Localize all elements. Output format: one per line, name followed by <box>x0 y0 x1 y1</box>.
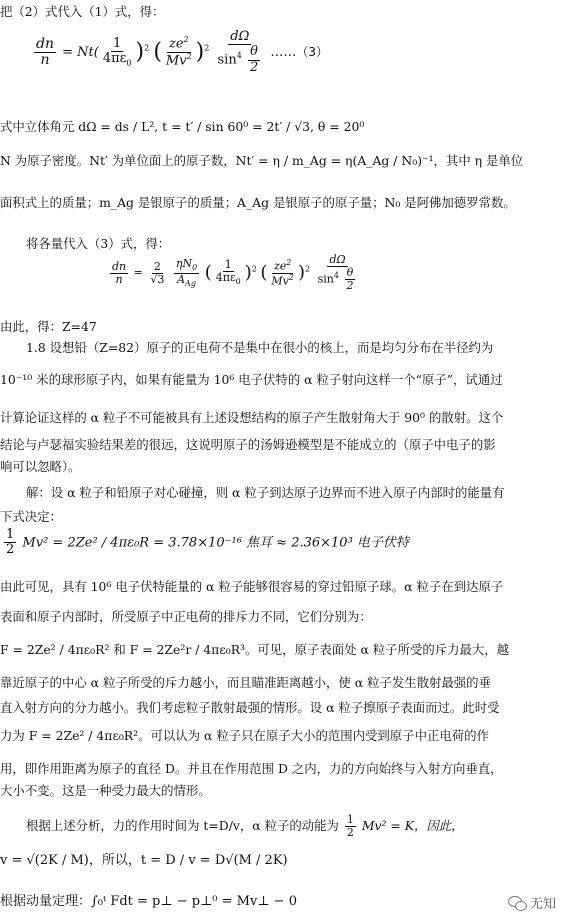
eq4-f2 <box>269 259 296 288</box>
eq4-f3-den-sup: 4 <box>333 271 339 281</box>
eq3-lhs-den: n <box>40 51 50 68</box>
eq4-lhs-num: dn <box>112 259 127 273</box>
eq4-f2-den-sup: 2 <box>288 272 294 282</box>
eq4-f2-num-sup: 2 <box>286 257 292 267</box>
text-line-4: 面积式上的质量；m_Ag 是银原子的质量；A_Ag 是银原子的原子量；N₀ 是阿佛加德罗常数。 <box>0 195 516 210</box>
eq3-theta-frac <box>248 45 260 75</box>
text-line-8: 10⁻¹⁰ 米的球形原子内，如果有能量为 10⁶ 电子伏特的 α 粒子射向这样一个“原子”，试通过 <box>0 372 503 387</box>
eq5-half-num: 1 <box>6 527 15 542</box>
text-line-22b: Mv² = K，因此， <box>361 818 464 834</box>
text-line-24: 根据动量定理：∫₀ᵗ Fdt = p⊥ − p⊥⁰ = Mv⊥ − 0 <box>0 894 297 909</box>
eq4-coef <box>148 261 166 286</box>
eq4-f3 <box>316 254 360 292</box>
text-line-12: 解：设 α 粒子和铅原子对心碰撞，则 α 粒子到达原子边界而不进入原子内部时的能量有 <box>26 485 505 500</box>
text-line-20: 用，即作用距离为原子的直径 D。并且在作用范围 D 之内，力的方向始终与入射方向垂直， <box>0 761 503 776</box>
text-line-3: N 为原子密度。Nt′ 为单位面上的原子数，Nt′ = η / m_Ag = η(A_Ag / N₀)⁻¹，其中 η 是单位 <box>0 153 524 168</box>
text-line-15: 表面和原子内部时，所受原子中正电荷的排斥力不同，它们分别为： <box>0 609 372 624</box>
watermark-text: 无知 <box>529 897 556 912</box>
text-line-19: 力为 F = 2Ze² / 4πε₀R²。可以认为 α 粒子只在原子大小的范围内受到原子中正电荷的作 <box>0 728 489 743</box>
text-line-23: v = √(2K / M)，所以，t = D / v = D√(M / 2K) <box>0 853 288 868</box>
eq4-eta-num-sub: 0 <box>192 262 198 272</box>
eq4-f1-sub: 0 <box>235 277 241 287</box>
text-line-17: 靠近原子的中心 α 粒子所受的斥力越小，而且瞄准距离越小，使 α 粒子发生散射最强的垂 <box>0 675 491 690</box>
text-line-18: 直入射方向的分力越小。我们考虑粒子散射最强的情形。设 α 粒子擦原子表面而过。此时受 <box>0 700 500 715</box>
eq3-f1-den: 4πε <box>102 50 127 66</box>
chat-bubble-icon <box>508 896 526 910</box>
eq4-coef-den: √3 <box>150 272 165 286</box>
eq3-f2-den: Mv <box>165 53 187 69</box>
text-line-2: 式中立体角元 dΩ = ds / L², t = t′ / sin 60⁰ = 2t′ / √3, θ = 20⁰ <box>0 119 365 134</box>
eq4-eta-den: A <box>177 272 186 286</box>
text-line-22a: 根据上述分析，力的作用时间为 t=D/v，α 粒子的动能为 <box>26 818 339 834</box>
eq4-f2-den: Mv <box>271 274 289 288</box>
eq3-nt: Nt( <box>77 44 99 60</box>
eq3-f3 <box>216 30 265 75</box>
eq3-equals: = <box>62 44 74 60</box>
eq4-f1-den: 4πε <box>215 271 236 285</box>
eq4-f1 <box>214 259 243 287</box>
eq3-dots: …… <box>270 44 297 60</box>
eq3-theta-num: θ <box>250 44 258 60</box>
eq5-half-den: 2 <box>6 542 15 558</box>
eq3-f3-den: sin <box>217 52 237 68</box>
text-line-22 <box>26 814 564 839</box>
eq3-lhs-num: dn <box>36 35 54 52</box>
eq3-f1-num: 1 <box>113 35 122 51</box>
eq3-f2-den-sup: 2 <box>186 51 192 61</box>
eq3-lhs <box>34 37 56 69</box>
eq3-f2-num: ze <box>168 36 184 52</box>
text-line-9: 计算论证这样的 α 粒子不可能被具有上述设想结构的原子产生散射角大于 90⁰ 的散射。这个 <box>0 410 504 425</box>
ke-half <box>345 814 356 839</box>
eq3-theta-den: 2 <box>249 59 259 75</box>
eq4-lhs <box>110 261 128 286</box>
eq5-rest: Mv² = 2Ze² / 4πε₀R = 3.78×10⁻¹⁶ 焦耳 ≈ 2.36×10³ 电子伏特 <box>22 535 409 551</box>
eq4-coef-num: 2 <box>153 259 161 273</box>
text-line-1: 把（2）式代入（1）式，得： <box>0 4 165 19</box>
eq3-f3-den-sup: 4 <box>236 51 242 61</box>
eq3-f3-num: dΩ <box>230 29 250 44</box>
text-line-14: 由此可见，具有 10⁶ 电子伏特能量的 α 粒子能够很容易的穿过铅原子球。α 粒子在到达原子 <box>0 579 504 594</box>
eq4-theta-frac <box>344 267 355 292</box>
text-line-6: 由此，得：Z=47 <box>0 319 97 334</box>
eq4-pow-b: 2 <box>305 264 311 274</box>
eq4-f1-num: 1 <box>224 258 232 272</box>
eq3-f1 <box>101 37 134 69</box>
watermark <box>508 893 556 912</box>
text-line-7: 1.8 设想铅（Z=82）原子的正电荷不是集中在很小的核上，而是均匀分布在半径约为 <box>26 340 494 355</box>
eq3-pow-a: 2 <box>144 43 150 53</box>
eq4-lhs-den: n <box>115 272 123 286</box>
eq4-f3-den: sin <box>317 272 334 286</box>
text-line-5: 将各量代入（3）式，得： <box>26 236 171 251</box>
eq4-eta-num: ηN <box>175 256 193 270</box>
eq4-f3-num: dΩ <box>329 253 346 266</box>
text-line-21: 大小不变。这是一种受力最大的情形。 <box>0 783 211 798</box>
ke-half-num: 1 <box>346 813 354 826</box>
eq3-tag: （3） <box>296 44 328 59</box>
eq5-half <box>4 528 16 558</box>
eq4-eta <box>174 258 199 289</box>
eq3-pow-b: 2 <box>204 43 210 53</box>
eq4-theta-num: θ <box>346 266 354 280</box>
eq4-equals: = <box>133 266 143 280</box>
eq4-pow-a: 2 <box>251 264 257 274</box>
equation-3: $\frac{dn}{n}$ = Nt( $\frac{1}{4\pi\varepsilon_0}$ )$^2$ ( $\frac{ze^2}{Mv^2}$ )$^2$ dΩ $\sin^4$ $\frac{\theta}{2}$ ……（3） <box>36 29 328 75</box>
text-line-11: 响可以忽略）。 <box>0 459 81 474</box>
eq4-eta-den-sub: Ag <box>185 278 196 288</box>
text-line-16: F = 2Ze² / 4πε₀R² 和 F = 2Ze²r / 4πε₀R³。可见，原子表面处 α 粒子所受的斥力最大，越 <box>0 642 510 657</box>
equation-4: $\frac{dn}{n}$ = $\frac{2}{√3}$ $\frac{\eta N_0}{A_{Ag}}$ ( $\frac{1}{4\pi\varepsilon_0}$ )$^2$ ( $\frac{ze^2}{Mv^2}$ )$^2$ dΩ $\sin^4$ $\frac{\theta}{2}$ <box>108 254 361 292</box>
text-line-13: 下式决定： <box>0 509 62 524</box>
eq3-f2 <box>164 36 194 68</box>
text-line-10: 结论与卢瑟福实验结果差的很远，这说明原子的汤姆逊模型是不能成立的（原子中电子的影 <box>0 437 496 452</box>
ke-half-den: 2 <box>346 826 354 840</box>
equation-5 <box>2 528 409 558</box>
eq4-f2-num: ze <box>273 259 287 273</box>
eq3-f2-num-sup: 2 <box>183 35 189 45</box>
eq3-f1-sub: 0 <box>126 58 132 68</box>
eq4-theta-den: 2 <box>346 279 354 293</box>
